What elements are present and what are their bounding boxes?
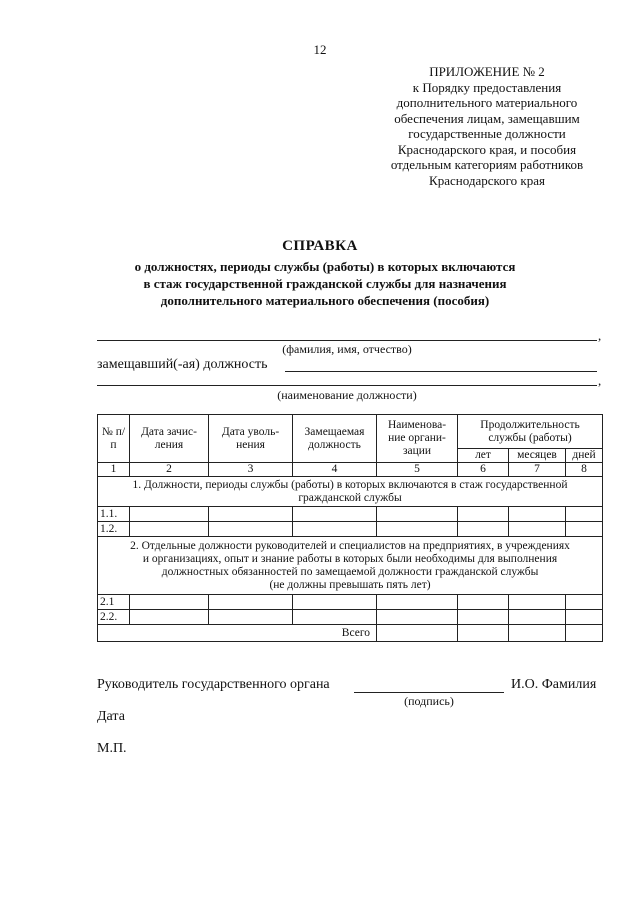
table-cell[interactable]	[566, 610, 603, 625]
column-number: 1	[98, 463, 130, 477]
appendix-line: дополнительного материального	[396, 95, 578, 110]
column-number: 7	[509, 463, 566, 477]
header-position: Замещаемая должность	[293, 415, 377, 463]
signature-line[interactable]	[354, 692, 504, 693]
name-field-line[interactable]	[97, 340, 597, 341]
header-duration: Продолжительность службы (работы)	[458, 415, 603, 449]
table-cell[interactable]	[130, 522, 209, 537]
table-cell[interactable]	[293, 595, 377, 610]
table-cell[interactable]	[130, 595, 209, 610]
document-title: СПРАВКА	[282, 238, 358, 254]
subtitle-line: дополнительного материального обеспечения (пособия)	[160, 293, 490, 308]
stamp-label: М.П.	[97, 741, 127, 756]
section-2-line: и организациях, опыт и знание работы в которых были необходимы для выполнения	[142, 552, 558, 565]
section-2-heading	[98, 537, 603, 595]
section-2-line: 2. Отдельные должности руководителей и специалистов на предприятиях, в учреждениях	[130, 539, 570, 552]
table-cell[interactable]	[209, 507, 293, 522]
table-cell[interactable]	[458, 522, 509, 537]
header-num: № п/п	[98, 415, 130, 463]
total-cell[interactable]	[458, 625, 509, 642]
appendix-line: Краснодарского края	[429, 172, 545, 188]
table-cell[interactable]	[566, 507, 603, 522]
column-number: 3	[209, 463, 293, 477]
appendix-line: ПРИЛОЖЕНИЕ № 2	[429, 64, 545, 79]
section-2-line: (не должны превышать пять лет)	[269, 578, 431, 591]
table-cell[interactable]	[509, 595, 566, 610]
appendix-line: Краснодарского края, и пособия	[397, 141, 577, 157]
table-cell[interactable]	[458, 595, 509, 610]
appendix-line: отдельным категориям работников	[390, 157, 584, 172]
row-number: 1.2.	[98, 522, 130, 537]
subtitle-line: в стаж государственной гражданской службы для назначения	[143, 276, 507, 291]
row-number: 1.1.	[98, 507, 130, 522]
table-cell[interactable]	[293, 522, 377, 537]
name-field-caption: (фамилия, имя, отчество)	[282, 342, 412, 356]
column-number: 2	[130, 463, 209, 477]
total-cell[interactable]	[509, 625, 566, 642]
service-table	[97, 414, 603, 642]
appendix-line: государственные должности	[408, 126, 566, 141]
column-number: 4	[293, 463, 377, 477]
header-days: дней	[566, 449, 603, 463]
table-cell[interactable]	[509, 507, 566, 522]
total-label: Всего	[98, 625, 377, 642]
row-number: 2.2.	[98, 610, 130, 625]
section-2-line: должностных обязанностей по замещаемой должности гражданской службы	[161, 565, 539, 578]
date-label: Дата	[97, 709, 125, 724]
name-field-comma: ,	[598, 328, 602, 343]
column-number: 8	[566, 463, 603, 477]
page-number: 12	[313, 42, 327, 57]
header-months: месяцев	[509, 449, 566, 463]
appendix-block	[362, 64, 612, 188]
position-label: замещавший(-ая) должность	[97, 357, 268, 372]
document-subtitle	[60, 258, 590, 309]
table-cell[interactable]	[509, 610, 566, 625]
table-cell[interactable]	[130, 507, 209, 522]
table-cell[interactable]	[458, 610, 509, 625]
header-years: лет	[458, 449, 509, 463]
subtitle-line: о должностях, периоды службы (работы) в которых включаются	[134, 259, 516, 274]
table-cell[interactable]	[293, 610, 377, 625]
position-field-line[interactable]	[285, 371, 597, 372]
appendix-line: обеспечения лицам, замещавшим	[394, 110, 580, 126]
position-field-line-2[interactable]	[97, 385, 597, 386]
table-cell[interactable]	[377, 522, 458, 537]
position-field-caption: (наименование должности)	[277, 388, 417, 402]
table-cell[interactable]	[566, 595, 603, 610]
position-field-comma: ,	[598, 373, 602, 388]
table-cell[interactable]	[209, 610, 293, 625]
table-cell[interactable]	[130, 610, 209, 625]
header-start-date: Дата зачис- ления	[130, 415, 209, 463]
row-number: 2.1	[98, 595, 130, 610]
table-cell[interactable]	[458, 507, 509, 522]
table-cell[interactable]	[209, 595, 293, 610]
table-cell[interactable]	[377, 595, 458, 610]
signature-label: Руководитель государственного органа	[97, 677, 330, 692]
table-cell[interactable]	[509, 522, 566, 537]
signature-caption: (подпись)	[404, 694, 454, 708]
table-cell[interactable]	[377, 610, 458, 625]
total-cell[interactable]	[377, 625, 458, 642]
table-cell[interactable]	[566, 522, 603, 537]
column-number: 5	[377, 463, 458, 477]
table-cell[interactable]	[293, 507, 377, 522]
table-cell[interactable]	[377, 507, 458, 522]
section-1-heading: 1. Должности, периоды службы (работы) в которых включаются в стаж государственной гражданской службы	[98, 477, 603, 507]
table-cell[interactable]	[209, 522, 293, 537]
appendix-line: к Порядку предоставления	[412, 79, 562, 95]
total-cell[interactable]	[566, 625, 603, 642]
header-organization: Наименова- ние органи- зации	[377, 415, 458, 463]
signature-name: И.О. Фамилия	[511, 677, 597, 692]
column-number: 6	[458, 463, 509, 477]
header-end-date: Дата уволь- нения	[209, 415, 293, 463]
